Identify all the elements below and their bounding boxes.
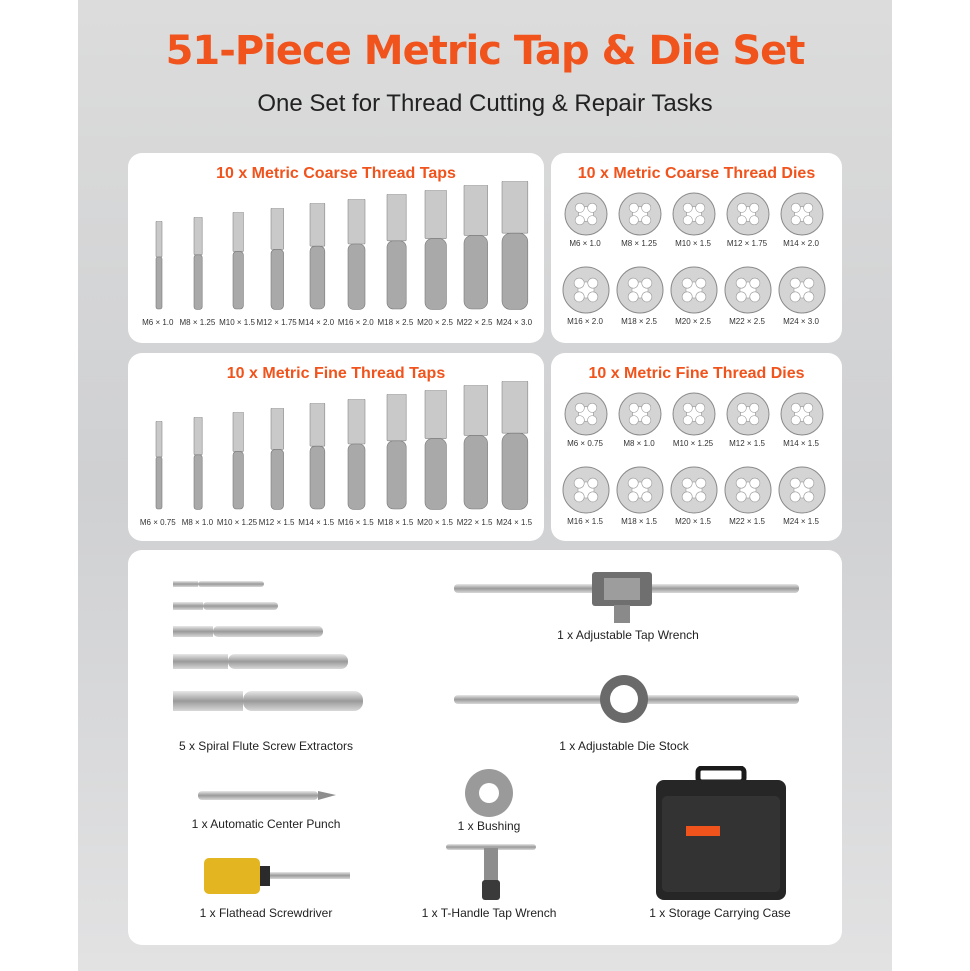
die-image: [562, 266, 610, 314]
die-size-label: M8 × 1.25: [621, 239, 657, 248]
coarse-dies-panel: [551, 153, 842, 343]
die-image: [780, 392, 824, 436]
fine-taps-panel: [128, 353, 544, 541]
die-image: [724, 466, 772, 514]
die-size-label: M22 × 1.5: [729, 517, 765, 526]
tap-image: [193, 417, 203, 512]
tap-size-label: M14 × 2.0: [298, 318, 335, 327]
die-image: [724, 266, 772, 314]
bushing-label: 1 x Bushing: [457, 819, 521, 833]
page-title: 51-Piece Metric Tap & Die Set: [165, 28, 805, 74]
t-handle-image: [446, 840, 536, 902]
die-size-label: M12 × 1.75: [726, 239, 768, 248]
die-image: [778, 266, 826, 314]
tap-size-label: M6 × 0.75: [139, 518, 176, 527]
tap-wrench-image: [454, 570, 799, 625]
die-size-label: M10 × 1.5: [675, 239, 711, 248]
die-size-label: M16 × 2.0: [567, 317, 603, 326]
tap-image: [386, 194, 407, 311]
die-size-label: M8 × 1.0: [623, 439, 655, 448]
screw-extractors-image: [168, 576, 368, 721]
tap-size-label: M16 × 2.0: [337, 318, 374, 327]
tap-size-label: M14 × 1.5: [298, 518, 335, 527]
tap-size-label: M12 × 1.75: [256, 318, 297, 327]
tap-size-label: M22 × 2.5: [456, 318, 493, 327]
tap-image: [424, 190, 447, 312]
tap-image: [155, 421, 163, 511]
coarse-taps-title: 10 x Metric Coarse Thread Taps: [216, 165, 456, 182]
die-stock-label: 1 x Adjustable Die Stock: [559, 739, 689, 753]
die-size-label: M10 × 1.25: [672, 439, 714, 448]
tap-image: [270, 408, 285, 512]
die-size-label: M6 × 1.0: [569, 239, 601, 248]
tap-size-label: M24 × 1.5: [496, 518, 533, 527]
tap-image: [347, 399, 366, 512]
tap-image: [347, 199, 366, 312]
die-image: [616, 266, 664, 314]
fine-dies-panel: [551, 353, 842, 541]
die-size-label: M12 × 1.5: [729, 439, 765, 448]
tap-image: [386, 394, 407, 511]
tap-size-label: M20 × 1.5: [417, 518, 453, 527]
die-image: [672, 392, 716, 436]
tap-size-label: M22 × 1.5: [456, 518, 493, 527]
die-image: [726, 192, 770, 236]
tap-size-label: M18 × 1.5: [377, 518, 414, 527]
tap-size-label: M10 × 1.25: [216, 518, 258, 527]
die-size-label: M24 × 1.5: [783, 517, 819, 526]
t-handle-label: 1 x T-Handle Tap Wrench: [421, 906, 557, 920]
die-size-label: M18 × 2.5: [621, 317, 657, 326]
die-stock-image: [454, 675, 799, 725]
die-size-label: M20 × 1.5: [675, 517, 711, 526]
tap-image: [155, 221, 163, 311]
die-image: [726, 392, 770, 436]
die-size-label: M14 × 2.0: [783, 239, 819, 248]
die-image: [564, 192, 608, 236]
die-image: [778, 466, 826, 514]
screwdriver-label: 1 x Flathead Screwdriver: [199, 906, 333, 920]
tap-size-label: M18 × 2.5: [377, 318, 414, 327]
tap-size-label: M20 × 2.5: [417, 318, 453, 327]
tap-size-label: M10 × 1.5: [219, 318, 255, 327]
fine-taps-title: 10 x Metric Fine Thread Taps: [226, 365, 446, 382]
screwdriver-image: [204, 856, 354, 896]
die-image: [780, 192, 824, 236]
tap-image: [193, 217, 203, 312]
tap-image: [309, 203, 326, 311]
die-image: [562, 466, 610, 514]
die-image: [672, 192, 716, 236]
tap-size-label: M8 × 1.25: [179, 318, 216, 327]
tap-image: [270, 208, 285, 312]
die-image: [618, 192, 662, 236]
die-size-label: M24 × 3.0: [783, 317, 819, 326]
die-size-label: M16 × 1.5: [567, 517, 603, 526]
center-punch-label: 1 x Automatic Center Punch: [191, 817, 341, 831]
coarse-dies-title: 10 x Metric Coarse Thread Dies: [577, 165, 816, 182]
die-image: [670, 466, 718, 514]
tap-image: [463, 385, 489, 511]
tap-image: [463, 185, 489, 311]
tap-image: [501, 381, 529, 512]
tap-size-label: M16 × 1.5: [337, 518, 374, 527]
tap-image: [232, 212, 244, 311]
storage-case-image: [656, 766, 786, 902]
die-size-label: M20 × 2.5: [675, 317, 711, 326]
tap-image: [501, 181, 529, 312]
page-subtitle: One Set for Thread Cutting & Repair Tasks: [257, 90, 713, 117]
coarse-taps-panel: [128, 153, 544, 343]
tap-size-label: M12 × 1.5: [258, 518, 295, 527]
accessories-panel: [128, 550, 842, 945]
tap-image: [309, 403, 326, 511]
case-label: 1 x Storage Carrying Case: [649, 906, 791, 920]
tap-image: [232, 412, 244, 511]
fine-dies-title: 10 x Metric Fine Thread Dies: [588, 365, 805, 382]
die-image: [564, 392, 608, 436]
tap-size-label: M8 × 1.0: [181, 518, 214, 527]
die-size-label: M14 × 1.5: [783, 439, 819, 448]
die-size-label: M6 × 0.75: [567, 439, 603, 448]
die-image: [618, 392, 662, 436]
die-image: [616, 466, 664, 514]
die-size-label: M22 × 2.5: [729, 317, 765, 326]
die-size-label: M18 × 1.5: [621, 517, 657, 526]
bushing-image: [463, 767, 515, 819]
extractors-label: 5 x Spiral Flute Screw Extractors: [178, 739, 354, 753]
center-punch-image: [198, 787, 338, 803]
tap-wrench-label: 1 x Adjustable Tap Wrench: [557, 628, 699, 642]
tap-image: [424, 390, 447, 512]
die-image: [670, 266, 718, 314]
tap-size-label: M6 × 1.0: [142, 318, 174, 327]
tap-size-label: M24 × 3.0: [496, 318, 533, 327]
